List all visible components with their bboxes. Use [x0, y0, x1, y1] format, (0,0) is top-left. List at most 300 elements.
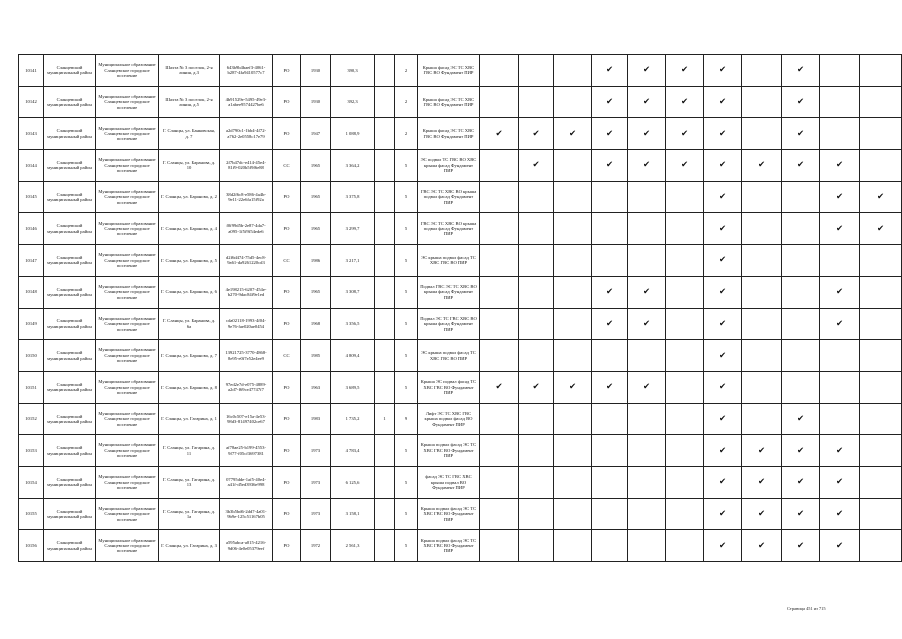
work-type-cell — [704, 245, 742, 277]
work-type-cell — [628, 86, 666, 118]
guid-cell: 38d2f6c8-e586-4a4b-9e11-22e6fa15f92a — [220, 181, 273, 213]
work-type-cell — [628, 498, 666, 530]
management-form-cell: РО — [273, 276, 301, 308]
table-row — [19, 530, 902, 562]
checkmark-icon: ✔ — [796, 540, 805, 551]
checkmark-icon: ✔ — [718, 97, 727, 108]
work-type-cell — [480, 55, 519, 87]
work-type-cell — [820, 150, 860, 182]
municipality-cell: Муниципальное образование Сланцевское городское поселение — [96, 86, 159, 118]
table-row — [19, 466, 902, 498]
work-type-cell — [820, 435, 860, 467]
work-type-cell — [480, 150, 519, 182]
district-cell: Сланцевский муниципальный район — [44, 276, 96, 308]
table-row — [19, 118, 902, 150]
elevator-count-cell — [375, 308, 395, 340]
row-id-cell: 10143 — [19, 118, 44, 150]
work-type-cell — [592, 276, 628, 308]
work-type-cell — [592, 340, 628, 372]
work-type-cell — [860, 150, 902, 182]
work-type-cell — [782, 276, 820, 308]
area-cell: 3 364,2 — [331, 150, 375, 182]
work-type-cell — [592, 55, 628, 87]
address-cell: Г. Сланцы, ул. Гагарина, д. 13 — [159, 466, 220, 498]
floors-cell: 5 — [395, 340, 418, 372]
works-list-cell: ЭС крыша подвал фасад ТС ХВС ГВС ВО ПИР — [418, 245, 480, 277]
work-type-cell — [628, 181, 666, 213]
address-cell: Г. Сланцы, ул. Баранова, д. 7 — [159, 340, 220, 372]
checkmark-icon: ✔ — [796, 65, 805, 76]
district-cell: Сланцевский муниципальный район — [44, 498, 96, 530]
management-form-cell: СС — [273, 150, 301, 182]
work-type-cell — [628, 213, 666, 245]
address-cell: Шахта № 3 поселок, 2-я линия, д.5 — [159, 86, 220, 118]
checkmark-icon: ✔ — [718, 223, 727, 234]
floors-cell: 5 — [395, 245, 418, 277]
municipality-cell: Муниципальное образование Сланцевское городское поселение — [96, 371, 159, 403]
address-cell: Г. Сланцы, ул. Гагарина, д. 1а — [159, 498, 220, 530]
guid-cell: 3b3b5bd6-2dd7-4a01-9b9e-125c51167b05 — [220, 498, 273, 530]
checkmark-icon: ✔ — [568, 382, 577, 393]
year-built-cell: 1973 — [301, 466, 331, 498]
elevator-count-cell — [375, 55, 395, 87]
work-type-cell — [554, 308, 592, 340]
work-type-cell — [519, 150, 554, 182]
work-type-cell — [666, 55, 704, 87]
guid-cell: a595abca-a015-4216-9d06-4e0e05379eef — [220, 530, 273, 562]
year-built-cell: 1947 — [301, 118, 331, 150]
work-type-cell — [554, 118, 592, 150]
row-id-cell: 10151 — [19, 371, 44, 403]
works-list-cell: Крыша подвал фасад ЭС ТС ХВС ГВС ВО Фундамент ПИР — [418, 498, 480, 530]
work-type-cell — [742, 308, 782, 340]
table-row — [19, 276, 902, 308]
work-type-cell — [480, 245, 519, 277]
work-type-cell — [554, 150, 592, 182]
work-type-cell — [592, 245, 628, 277]
checkmark-icon: ✔ — [642, 97, 651, 108]
work-type-cell — [628, 340, 666, 372]
work-type-cell — [742, 276, 782, 308]
area-cell: 2 561,3 — [331, 530, 375, 562]
guid-cell: a2d790c1-1bb4-4f72-a762-2e0558c17e79 — [220, 118, 273, 150]
elevator-count-cell — [375, 371, 395, 403]
checkmark-icon: ✔ — [796, 413, 805, 424]
floors-cell: 5 — [395, 371, 418, 403]
checkmark-icon: ✔ — [605, 128, 614, 139]
table-row — [19, 245, 902, 277]
work-type-cell — [860, 55, 902, 87]
elevator-count-cell — [375, 276, 395, 308]
work-type-cell — [820, 276, 860, 308]
work-type-cell — [519, 498, 554, 530]
area-cell: 392,3 — [331, 86, 375, 118]
management-form-cell: РО — [273, 371, 301, 403]
year-built-cell: 1963 — [301, 371, 331, 403]
district-cell: Сланцевский муниципальный район — [44, 118, 96, 150]
checkmark-icon: ✔ — [757, 445, 766, 456]
work-type-cell — [820, 530, 860, 562]
guid-cell: 97ed2e7d-e075-4889-a2d7-f69ce47747f7 — [220, 371, 273, 403]
work-type-cell — [554, 86, 592, 118]
work-type-cell — [628, 55, 666, 87]
guid-cell: 4e198215-6207-454e-b270-9dac84f9e1ed — [220, 276, 273, 308]
floors-cell: 5 — [395, 498, 418, 530]
work-type-cell — [592, 86, 628, 118]
work-type-cell — [519, 466, 554, 498]
checkmark-icon: ✔ — [605, 65, 614, 76]
checkmark-icon: ✔ — [757, 540, 766, 551]
work-type-cell — [519, 530, 554, 562]
work-type-cell — [554, 371, 592, 403]
checkmark-icon: ✔ — [718, 350, 727, 361]
elevator-count-cell — [375, 435, 395, 467]
work-type-cell — [592, 213, 628, 245]
work-type-cell — [782, 466, 820, 498]
municipality-cell: Муниципальное образование Сланцевское городское поселение — [96, 435, 159, 467]
elevator-count-cell: 1 — [375, 403, 395, 435]
floors-cell: 5 — [395, 530, 418, 562]
work-type-cell — [860, 466, 902, 498]
work-type-cell — [860, 498, 902, 530]
checkmark-icon: ✔ — [757, 508, 766, 519]
work-type-cell — [592, 498, 628, 530]
area-cell: 3 217,1 — [331, 245, 375, 277]
elevator-count-cell — [375, 498, 395, 530]
elevator-count-cell — [375, 466, 395, 498]
work-type-cell — [480, 403, 519, 435]
table-row — [19, 181, 902, 213]
work-type-cell — [628, 403, 666, 435]
work-type-cell — [554, 435, 592, 467]
year-built-cell: 1965 — [301, 181, 331, 213]
work-type-cell — [554, 340, 592, 372]
checkmark-icon: ✔ — [680, 128, 689, 139]
address-cell: Г. Сланцы, ул. Гагарина, д. 1 — [159, 403, 220, 435]
work-type-cell — [860, 118, 902, 150]
work-type-cell — [782, 498, 820, 530]
work-type-cell — [704, 466, 742, 498]
checkmark-icon: ✔ — [757, 160, 766, 171]
row-id-cell: 10154 — [19, 466, 44, 498]
address-cell: Г. Сланцы, ул. Банковская, д. 7 — [159, 118, 220, 150]
checkmark-icon: ✔ — [835, 477, 844, 488]
management-form-cell: РО — [273, 435, 301, 467]
management-form-cell: СС — [273, 340, 301, 372]
checkmark-icon: ✔ — [835, 160, 844, 171]
municipality-cell: Муниципальное образование Сланцевское городское поселение — [96, 466, 159, 498]
work-type-cell — [628, 466, 666, 498]
table-row — [19, 213, 902, 245]
work-type-cell — [704, 181, 742, 213]
work-type-cell — [519, 340, 554, 372]
district-cell: Сланцевский муниципальный район — [44, 86, 96, 118]
row-id-cell: 10153 — [19, 435, 44, 467]
page-number: Страница 451 из 715 — [787, 606, 826, 611]
works-list-cell: Крыша фасад ЭС ТС ХВС ГВС ВО Фундамент ПИР — [418, 86, 480, 118]
work-type-cell — [704, 276, 742, 308]
work-type-cell — [782, 55, 820, 87]
row-id-cell: 10145 — [19, 181, 44, 213]
checkmark-icon: ✔ — [605, 318, 614, 329]
work-type-cell — [480, 435, 519, 467]
work-type-cell — [666, 245, 704, 277]
elevator-count-cell — [375, 340, 395, 372]
work-type-cell — [782, 530, 820, 562]
management-form-cell: РО — [273, 181, 301, 213]
work-type-cell — [480, 118, 519, 150]
municipality-cell: Муниципальное образование Сланцевское городское поселение — [96, 403, 159, 435]
checkmark-icon: ✔ — [718, 508, 727, 519]
row-id-cell: 10146 — [19, 213, 44, 245]
work-type-cell — [554, 245, 592, 277]
work-type-cell — [860, 308, 902, 340]
municipality-cell: Муниципальное образование Сланцевское городское поселение — [96, 498, 159, 530]
address-cell: Г. Сланцы, ул. Баранова, д. 6а — [159, 308, 220, 340]
work-type-cell — [554, 498, 592, 530]
floors-cell: 5 — [395, 435, 418, 467]
checkmark-icon: ✔ — [642, 65, 651, 76]
management-form-cell: РО — [273, 86, 301, 118]
work-type-cell — [666, 371, 704, 403]
floors-cell: 2 — [395, 55, 418, 87]
management-form-cell: РО — [273, 530, 301, 562]
checkmark-icon: ✔ — [642, 160, 651, 171]
work-type-cell — [704, 435, 742, 467]
district-cell: Сланцевский муниципальный район — [44, 245, 96, 277]
district-cell: Сланцевский муниципальный район — [44, 340, 96, 372]
work-type-cell — [666, 403, 704, 435]
checkmark-icon: ✔ — [718, 192, 727, 203]
work-type-cell — [704, 118, 742, 150]
work-type-cell — [666, 118, 704, 150]
work-type-cell — [860, 530, 902, 562]
checkmark-icon: ✔ — [605, 382, 614, 393]
work-type-cell — [782, 371, 820, 403]
work-type-cell — [519, 55, 554, 87]
works-list-cell: Крыша фасад ЭС ТС ХВС ГВС ВО Фундамент ПИР — [418, 55, 480, 87]
table-row — [19, 55, 902, 87]
work-type-cell — [742, 498, 782, 530]
work-type-cell — [519, 403, 554, 435]
work-type-cell — [742, 55, 782, 87]
work-type-cell — [704, 498, 742, 530]
checkmark-icon: ✔ — [642, 382, 651, 393]
works-list-cell: ЭС крыша подвал фасад ТС ХВС ГВС ВО ПИР — [418, 340, 480, 372]
address-cell: Шахта № 3 поселок, 2-я линия, д.3 — [159, 55, 220, 87]
area-cell: 6 125,6 — [331, 466, 375, 498]
work-type-cell — [820, 340, 860, 372]
management-form-cell: РО — [273, 466, 301, 498]
guid-cell: cda02118-1993-4f04-9e76-fae020ae0454 — [220, 308, 273, 340]
table-row — [19, 403, 902, 435]
work-type-cell — [860, 276, 902, 308]
floors-cell: 5 — [395, 181, 418, 213]
elevator-count-cell — [375, 181, 395, 213]
work-type-cell — [742, 150, 782, 182]
district-cell: Сланцевский муниципальный район — [44, 530, 96, 562]
work-type-cell — [860, 435, 902, 467]
work-type-cell — [860, 245, 902, 277]
year-built-cell: 1965 — [301, 150, 331, 182]
checkmark-icon: ✔ — [718, 445, 727, 456]
checkmark-icon: ✔ — [835, 445, 844, 456]
works-list-cell: Крыша фасад ЭС ТС ХВС ГВС ВО Фундамент ПИР — [418, 118, 480, 150]
work-type-cell — [519, 276, 554, 308]
municipality-cell: Муниципальное образование Сланцевское городское поселение — [96, 340, 159, 372]
work-type-cell — [742, 245, 782, 277]
checkmark-icon: ✔ — [796, 445, 805, 456]
work-type-cell — [704, 308, 742, 340]
address-cell: Г. Сланцы, ул. Баранова, д. 6 — [159, 276, 220, 308]
municipality-cell: Муниципальное образование Сланцевское городское поселение — [96, 150, 159, 182]
row-id-cell: 10156 — [19, 530, 44, 562]
elevator-count-cell — [375, 530, 395, 562]
work-type-cell — [628, 371, 666, 403]
checkmark-icon: ✔ — [532, 160, 540, 171]
work-type-cell — [742, 181, 782, 213]
work-type-cell — [592, 371, 628, 403]
work-type-cell — [704, 86, 742, 118]
municipality-cell: Муниципальное образование Сланцевское городское поселение — [96, 530, 159, 562]
work-type-cell — [666, 498, 704, 530]
elevator-count-cell — [375, 118, 395, 150]
checkmark-icon: ✔ — [718, 382, 727, 393]
works-list-cell: Крыша ЭС подвал фасад ТС ХВС ГВС ВО Фундамент ПИР — [418, 371, 480, 403]
floors-cell: 5 — [395, 466, 418, 498]
work-type-cell — [592, 308, 628, 340]
checkmark-icon: ✔ — [796, 508, 805, 519]
row-id-cell: 10147 — [19, 245, 44, 277]
work-type-cell — [742, 340, 782, 372]
work-type-cell — [820, 498, 860, 530]
checkmark-icon: ✔ — [495, 382, 503, 393]
area-cell: 3 158,1 — [331, 498, 375, 530]
work-type-cell — [592, 403, 628, 435]
work-type-cell — [592, 530, 628, 562]
work-type-cell — [704, 371, 742, 403]
elevator-count-cell — [375, 213, 395, 245]
management-form-cell: РО — [273, 308, 301, 340]
elevator-count-cell — [375, 150, 395, 182]
floors-cell: 5 — [395, 308, 418, 340]
municipality-cell: Муниципальное образование Сланцевское городское поселение — [96, 276, 159, 308]
work-type-cell — [666, 530, 704, 562]
work-type-cell — [704, 530, 742, 562]
area-cell: 3 375,8 — [331, 181, 375, 213]
work-type-cell — [820, 466, 860, 498]
work-type-cell — [554, 276, 592, 308]
municipality-cell: Муниципальное образование Сланцевское городское поселение — [96, 181, 159, 213]
checkmark-icon: ✔ — [680, 160, 689, 171]
table-row — [19, 498, 902, 530]
works-list-cell: ГВС ЭС ТС ХВС ВО крыша подвал фасад Фундамент ПИР — [418, 213, 480, 245]
work-type-cell — [628, 308, 666, 340]
work-type-cell — [742, 118, 782, 150]
work-type-cell — [704, 55, 742, 87]
checkmark-icon: ✔ — [718, 160, 727, 171]
work-type-cell — [480, 276, 519, 308]
work-type-cell — [554, 530, 592, 562]
floors-cell: 5 — [395, 213, 418, 245]
works-list-cell: ЭС подвал ТС ГВС ВО ХВС крыша фасад Фундамент ПИР — [418, 150, 480, 182]
work-type-cell — [666, 466, 704, 498]
elevator-count-cell — [375, 86, 395, 118]
year-built-cell: 1973 — [301, 435, 331, 467]
work-type-cell — [628, 118, 666, 150]
checkmark-icon: ✔ — [680, 65, 689, 76]
checkmark-icon: ✔ — [718, 287, 727, 298]
work-type-cell — [554, 55, 592, 87]
work-type-cell — [742, 213, 782, 245]
work-type-cell — [782, 118, 820, 150]
checkmark-icon: ✔ — [835, 540, 844, 551]
checkmark-icon: ✔ — [796, 477, 805, 488]
work-type-cell — [860, 403, 902, 435]
checkmark-icon: ✔ — [718, 255, 727, 266]
municipality-cell: Муниципальное образование Сланцевское городское поселение — [96, 55, 159, 87]
management-form-cell: РО — [273, 118, 301, 150]
work-type-cell — [782, 403, 820, 435]
table-row — [19, 435, 902, 467]
work-type-cell — [820, 371, 860, 403]
address-cell: Г. Сланцы, ул. Баранова, д. 8 — [159, 371, 220, 403]
floors-cell: 2 — [395, 86, 418, 118]
work-type-cell — [820, 213, 860, 245]
area-cell: 4 783,4 — [331, 435, 375, 467]
row-id-cell: 10148 — [19, 276, 44, 308]
work-type-cell — [592, 435, 628, 467]
area-cell: 3 308,7 — [331, 276, 375, 308]
work-type-cell — [820, 181, 860, 213]
work-type-cell — [592, 466, 628, 498]
table-row — [19, 86, 902, 118]
checkmark-icon: ✔ — [605, 97, 614, 108]
work-type-cell — [480, 86, 519, 118]
work-type-cell — [666, 276, 704, 308]
work-type-cell — [704, 340, 742, 372]
checkmark-icon: ✔ — [642, 318, 651, 329]
table-row — [19, 340, 902, 372]
works-list-cell: Подвал ЭС ТС ГВС ХВС ВО крыша фасад Фундамент ПИР — [418, 308, 480, 340]
works-list-cell: Лифт ЭС ТС ХВС ГВС крыша подвал фасад ВО Фундамент ПИР — [418, 403, 480, 435]
work-type-cell — [820, 55, 860, 87]
elevator-count-cell — [375, 245, 395, 277]
checkmark-icon: ✔ — [718, 477, 727, 488]
management-form-cell: РО — [273, 213, 301, 245]
work-type-cell — [742, 435, 782, 467]
work-type-cell — [666, 308, 704, 340]
district-cell: Сланцевский муниципальный район — [44, 213, 96, 245]
area-cell: 3 356,5 — [331, 308, 375, 340]
work-type-cell — [480, 213, 519, 245]
work-type-cell — [782, 308, 820, 340]
guid-cell: 07795dde-1af5-40e4-a41f-d5ed3936e998 — [220, 466, 273, 498]
table-row — [19, 371, 902, 403]
checkmark-icon: ✔ — [605, 160, 614, 171]
address-cell: Г. Сланцы, ул. Баранова, д. 10 — [159, 150, 220, 182]
work-type-cell — [742, 530, 782, 562]
municipality-cell: Муниципальное образование Сланцевское городское поселение — [96, 118, 159, 150]
checkmark-icon: ✔ — [642, 287, 651, 298]
work-type-cell — [782, 86, 820, 118]
work-type-cell — [519, 213, 554, 245]
work-type-cell — [742, 86, 782, 118]
district-cell: Сланцевский муниципальный район — [44, 308, 96, 340]
year-built-cell: 1973 — [301, 498, 331, 530]
work-type-cell — [742, 371, 782, 403]
guid-cell: d2f6d474-75d5-4ec8-9a61-da9261220cd3 — [220, 245, 273, 277]
